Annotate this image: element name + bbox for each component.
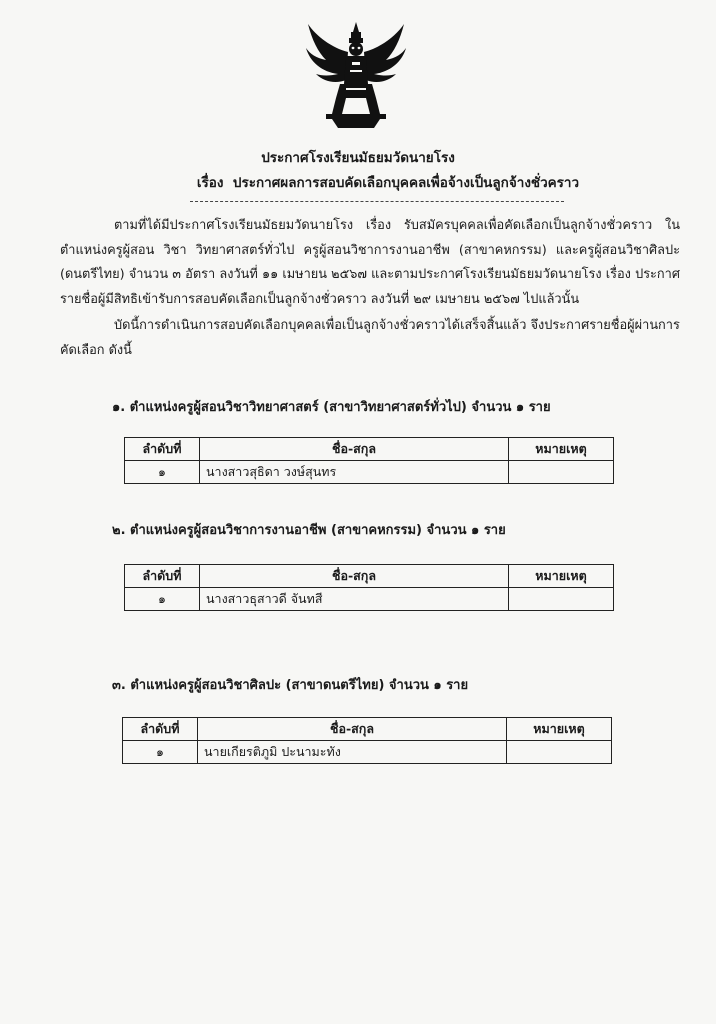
row-order: ๑ [125,461,200,484]
subject-text: ประกาศผลการสอบคัดเลือกบุคคลเพื่อจ้างเป็นลูกจ้างชั่วคราว [232,175,580,191]
result-paragraph [60,314,680,363]
header-remark: หมายเหตุ [507,718,612,741]
garuda-emblem-icon [302,18,410,130]
subject-label: เรื่อง [196,175,224,191]
header-remark: หมายเหตุ [509,438,614,461]
table-row [125,461,614,484]
header-order: ลำดับที่ [123,718,198,741]
table-header-row [125,565,614,588]
row-name: นางสาวสุธิดา วงษ์สุนทร [200,461,509,484]
section-2-title: ๒. ตำแหน่งครูผู้สอนวิชาการงานอาชีพ (สาขาคหกรรม) จำนวน ๑ ราย [112,523,506,538]
table-header-row [125,438,614,461]
announcement-title: ประกาศโรงเรียนมัธยมวัดนายโรง [261,150,455,166]
row-name: นางสาวธุสาวดี จันทสี [200,588,509,611]
intro-paragraph-text: ตามที่ได้มีประกาศโรงเรียนมัธยมวัดนายโรง เรื่อง รับสมัครบุคคลเพื่อคัดเลือกเป็นลูกจ้างชั่วคราว ในตำแหน่งครูผู้สอน วิชา วิทยาศาสตร์ทั่วไป ครูผู้สอนวิชาการงานอาชีพ (สาขาคหกรรม) และครูผู้สอนวิชาศิลปะ (ดนตรีไทย) จำนวน ๓ อัตรา ลงวันที่ ๑๑ เมษายน ๒๕๖๗ และตามประกาศโรงเรียนมัธยมวัดนายโรง เรื่อง ประกาศรายชื่อผู้มีสิทธิเข้ารับการสอบคัดเลือกเป็นลูกจ้างชั่วคราว ลงวันที่ ๒๙ เมษายน ๒๕๖๗ ไปแล้วนั้น [60,218,680,307]
announcement-subject [30,171,716,193]
header-order: ลำดับที่ [125,565,200,588]
section-3-title: ๓. ตำแหน่งครูผู้สอนวิชาศิลปะ (สาขาดนตรีไทย) จำนวน ๑ ราย [112,678,469,693]
table-row [123,741,612,764]
row-order: ๑ [123,741,198,764]
section-2-table [124,564,614,611]
row-remark [509,588,614,611]
header-order: ลำดับที่ [125,438,200,461]
header-name: ชื่อ-สกุล [200,565,509,588]
table-row [125,588,614,611]
row-order: ๑ [125,588,200,611]
title-divider [190,201,564,202]
row-remark [507,741,612,764]
intro-paragraph [60,214,680,312]
section-1-title: ๑. ตำแหน่งครูผู้สอนวิชาวิทยาศาสตร์ (สาขาวิทยาศาสตร์ทั่วไป) จำนวน ๑ ราย [112,400,551,415]
row-name: นายเกียรติภูมิ ปะนามะทัง [198,741,507,764]
section-1-table [124,437,614,484]
result-paragraph-text: บัดนี้การดำเนินการสอบคัดเลือกบุคคลเพื่อเป็นลูกจ้างชั่วคราวได้เสร็จสิ้นแล้ว จึงประกาศรายชื่อผู้ผ่านการคัดเลือก ดังนี้ [60,318,680,358]
header-name: ชื่อ-สกุล [200,438,509,461]
table-header-row [123,718,612,741]
section-3-table [122,717,612,764]
header-name: ชื่อ-สกุล [198,718,507,741]
row-remark [509,461,614,484]
header-remark: หมายเหตุ [509,565,614,588]
